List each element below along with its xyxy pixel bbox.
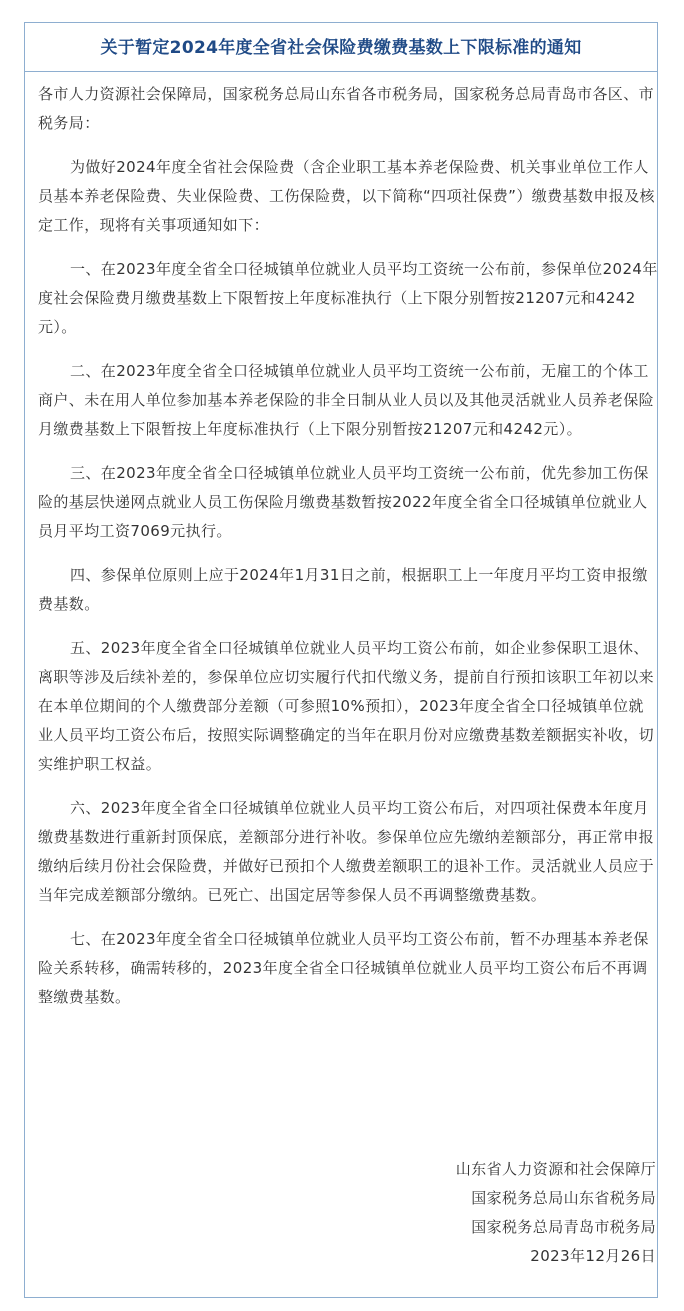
paragraph-item-2: 二、在2023年度全省全口径城镇单位就业人员平均工资统一公布前，无雇工的个体工商户、未在用人单位参加基本养老保险的非全日制从业人员以及其他灵活就业人员养老保险月缴费基数上下限暂按上年度标准执行（上下限分别暂按21207元和4242元）。 [38, 362, 655, 438]
issue-date: 2023年12月26日 [530, 1247, 656, 1265]
paragraph-item-6: 六、2023年度全省全口径城镇单位就业人员平均工资公布后，对四项社保费本年度月缴费基数进行重新封顶保底，差额部分进行补收。参保单位应先缴纳差额部分，再正常申报缴纳后续月份社会保险费，并做好已预扣个人缴费差额职工的退补工作。灵活就业人员应于当年完成差额部分缴纳。已死亡、出国定居等参保人员不再调整缴费基数。 [38, 799, 655, 904]
signatory-qingdao-tax-bureau: 国家税务总局青岛市税务局 [471, 1218, 656, 1236]
paragraph-item-7: 七、在2023年度全省全口径城镇单位就业人员平均工资公布前，暂不办理基本养老保险关系转移，确需转移的，2023年度全省全口径城镇单位就业人员平均工资公布后不再调整缴费基数。 [38, 930, 649, 1006]
paragraph-intro: 为做好2024年度全省社会保险费（含企业职工基本养老保险费、机关事业单位工作人员基本养老保险费、失业保险费、工伤保险费，以下简称“四项社保费”）缴费基数申报及核定工作，现将有关事项通知如下： [38, 158, 655, 234]
document-body [38, 74, 658, 1012]
salutation: 各市人力资源社会保障局，国家税务总局山东省各市税务局，国家税务总局青岛市各区、市税务局： [38, 85, 655, 132]
signatory-hrss-department: 山东省人力资源和社会保障厅 [455, 1160, 656, 1178]
document-title: 关于暂定2024年度全省社会保险费缴费基数上下限标准的通知 [100, 38, 582, 58]
title-divider [24, 71, 658, 72]
paragraph-item-1: 一、在2023年度全省全口径城镇单位就业人员平均工资统一公布前，参保单位2024年度社会保险费月缴费基数上下限暂按上年度标准执行（上下限分别暂按21207元和4242元）。 [38, 260, 658, 336]
paragraph-item-3: 三、在2023年度全省全口径城镇单位就业人员平均工资统一公布前，优先参加工伤保险的基层快递网点就业人员工伤保险月缴费基数暂按2022年度全省全口径城镇单位就业人员月平均工资7069元执行。 [38, 464, 649, 540]
signatory-shandong-tax-bureau: 国家税务总局山东省税务局 [471, 1189, 656, 1207]
paragraph-item-4: 四、参保单位原则上应于2024年1月31日之前，根据职工上一年度月平均工资申报缴费基数。 [38, 566, 648, 613]
signature-block [456, 1155, 656, 1271]
paragraph-item-5: 五、2023年度全省全口径城镇单位就业人员平均工资公布前，如企业参保职工退休、离职等涉及后续补差的，参保单位应切实履行代扣代缴义务，提前自行预扣该职工年初以来在本单位期间的个人缴费部分差额（可参照10%预扣），2023年度全省全口径城镇单位就业人员平均工资公布后，按照实际调整确定的当年在职月份对应缴费基数差额据实补收，切实维护职工权益。 [38, 639, 655, 773]
